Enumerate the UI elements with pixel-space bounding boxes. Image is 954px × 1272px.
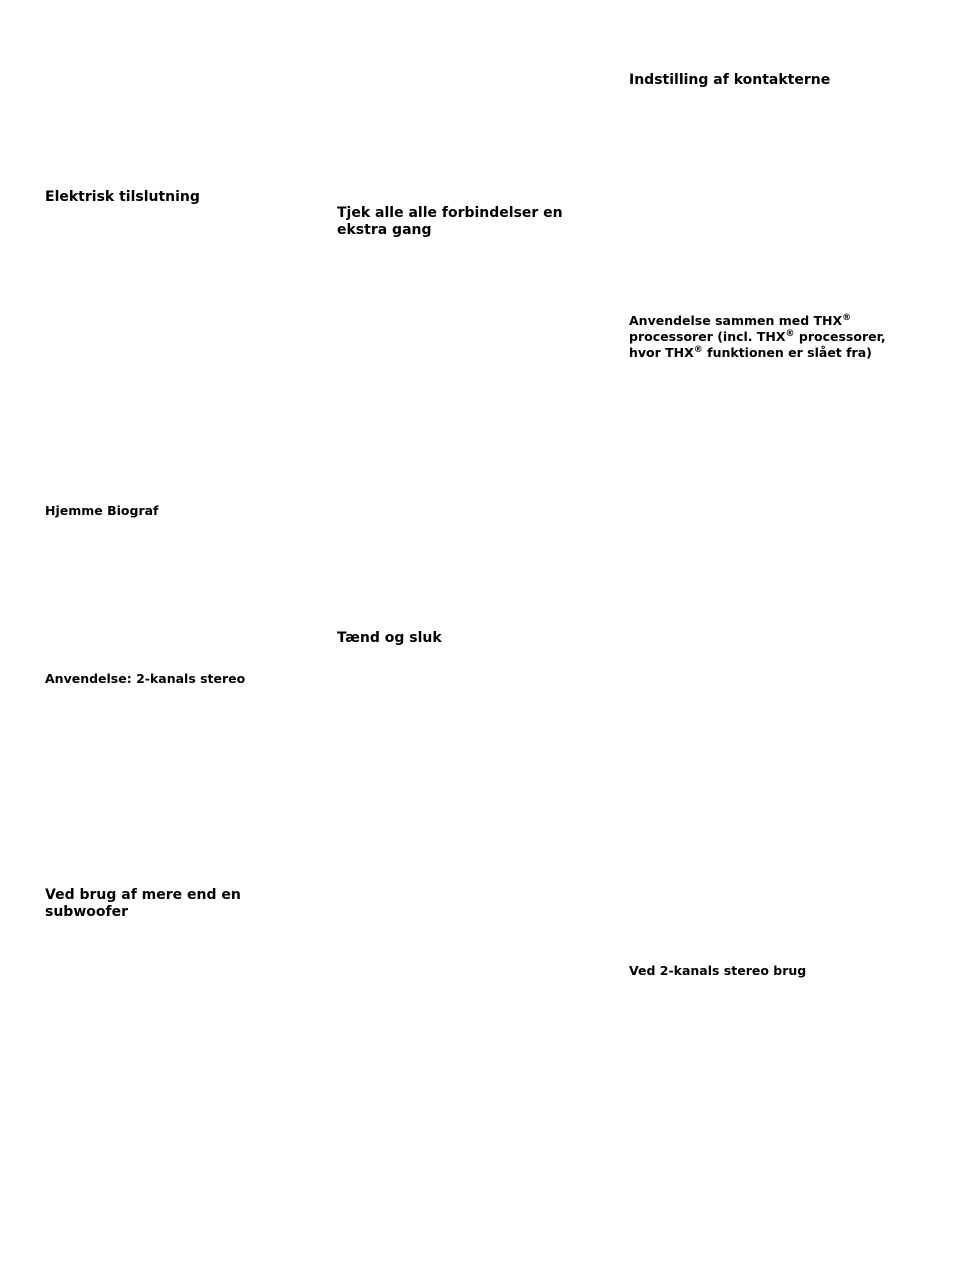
heading-thx-processorer	[629, 313, 919, 361]
heading-taend-og-sluk: Tænd og sluk	[337, 630, 442, 646]
heading-anvendelse-2-kanals-stereo: Anvendelse: 2-kanals stereo	[45, 671, 246, 686]
registered-mark-3: ®	[693, 345, 703, 355]
heading-hjemme-biograf: Hjemme Biograf	[45, 503, 159, 518]
heading-indstilling-kontakterne: Indstilling af kontakterne	[629, 72, 831, 88]
heading-ved-brug-af-mere-end-en-subwoofer: Ved brug af mere end en subwoofer	[45, 887, 241, 920]
registered-mark-1: ®	[842, 313, 852, 323]
thx-text-4: funktionen er slået fra)	[707, 345, 872, 360]
heading-elektrisk-tilslutning: Elektrisk tilslutning	[45, 189, 200, 205]
heading-ved-2-kanals-stereo-brug: Ved 2-kanals stereo brug	[629, 963, 807, 978]
thx-text-2: processorer (incl. THX	[629, 329, 786, 344]
registered-mark-2: ®	[785, 329, 795, 339]
thx-text-3: processorer, hvor THX	[629, 329, 886, 360]
heading-tjek-forbindelser: Tjek alle alle forbindelser en ekstra gang	[337, 205, 563, 238]
thx-text-1: Anvendelse sammen med THX	[629, 313, 843, 328]
